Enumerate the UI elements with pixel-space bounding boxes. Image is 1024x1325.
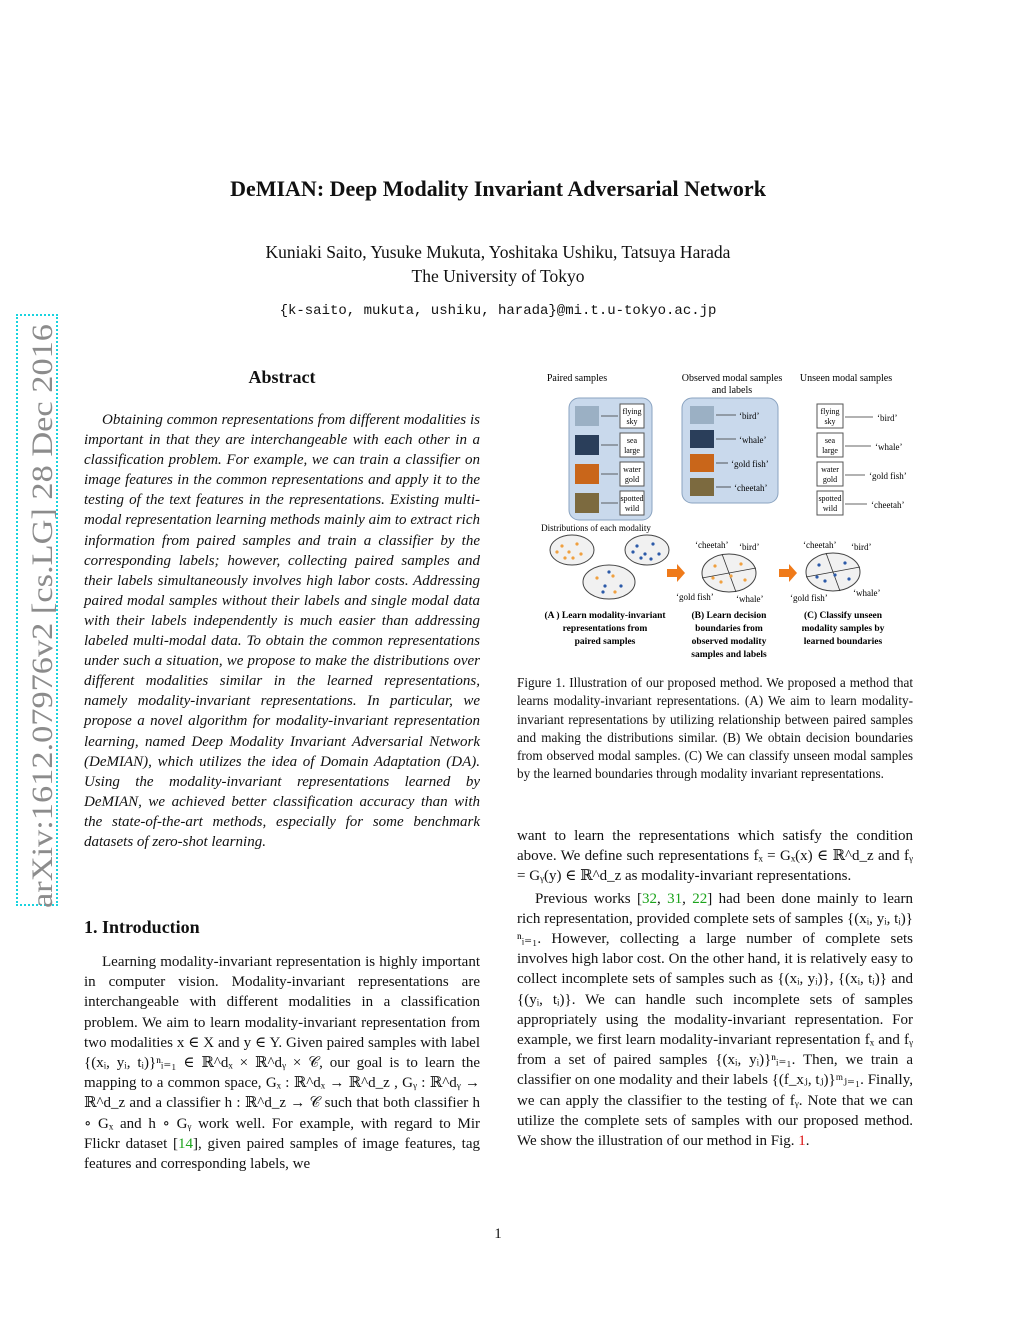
fig-header-paired: Paired samples	[546, 373, 608, 384]
citation-link[interactable]: 14	[178, 1135, 194, 1152]
caption-b-line: (B) Learn decision	[691, 611, 767, 621]
fig-header-observed: Observed modal samples	[681, 373, 783, 384]
paper-title: DeMIAN: Deep Modality Invariant Adversarial Network	[230, 176, 766, 201]
region-label: ‘whale’	[736, 594, 764, 604]
figure-reference-link[interactable]: 1	[798, 1133, 806, 1150]
image-goldfish	[575, 464, 599, 484]
caption-b-line: samples and labels	[691, 650, 767, 660]
right-paragraph-1: want to learn the representations which satisfy the condition above. We define such representations fₓ = Gₓ(x) ∈ ℝ^d_z and fᵧ = Gᵧ(y) ∈ ℝ^d_z as modality-invariant representations.	[517, 828, 913, 885]
fig-header-observed-2: and labels	[711, 385, 753, 396]
tag-text: flying	[622, 407, 642, 416]
class-label: ‘cheetah’	[734, 483, 768, 493]
introduction-body	[84, 952, 480, 1174]
class-label: ‘cheetah’	[871, 500, 905, 510]
figure-1	[517, 368, 917, 664]
tag-text: water	[821, 465, 839, 474]
class-label: ‘gold fish’	[731, 459, 769, 469]
tag-text: wild	[822, 504, 838, 513]
caption-c-line: learned boundaries	[803, 637, 883, 647]
abstract-text: Obtaining common representations from different modalities is important in that they are interchangeable with each other in a classification problem. For example, we can train a classifier on image features in the common representations and apply it to the testing of the text features in the representations. Existing multi-modal representation learning methods mainly aim to extract rich information from paired samples and train a classifier by the corresponding labels; however, collecting paired samples and their labels simultaneously involves high labor costs. Addressing paired modal samples without their labels and single modal data with their labels independently is much easier than addressing labeled multi-modal data. To obtain the common representations under such a situation, we propose to make the distributions over different modalities similar in the learned representations, namely modality-invariant representations. In particular, we propose a novel algorithm for modality-invariant representation learning, named Deep Modality Invariant Adversarial Network (DeMIAN), which utilizes the idea of Domain Adaptation (DA). Using the modality-invariant representations learned by DeMIAN, we achieved better classification accuracy than with the state-of-the-art methods, especially for some benchmark datasets of zero-shot learning.	[84, 412, 480, 850]
intro-text-b: ], given paired samples of image features, tag features and corresponding labels, we	[84, 1135, 481, 1173]
citation-separator: ,	[656, 890, 668, 907]
caption-a-line: (A ) Learn modality-invariant	[544, 611, 666, 621]
tag-text: water	[623, 465, 641, 474]
abstract-heading: Abstract	[248, 367, 316, 387]
caption-c-line: (C) Classify unseen	[803, 611, 883, 621]
tag-text: sea	[626, 436, 638, 445]
tag-text: wild	[624, 504, 640, 513]
caption-b-line: observed modality	[691, 637, 767, 647]
image-whale	[690, 430, 714, 448]
tag-text: spotted	[818, 494, 842, 503]
distribution-blob-b	[625, 535, 669, 565]
region-label: ‘cheetah’	[695, 540, 729, 550]
orange-arrow-icon	[779, 564, 797, 582]
right-text-b: ] had been done mainly to learn rich representation, provided complete sets of samples {(xᵢ, yᵢ, tᵢ)}ⁿᵢ₌₁. However, collecting a large number of complete sets involves high labor cost. On the other hand, it is relatively easy to collect incomplete sets of samples such as {(xᵢ, yᵢ)}, {(xᵢ, tᵢ)} and {(yᵢ, tᵢ)}. We can handle such incomplete sets of samples appropriately using the modality-invariant representation. For example, we first learn modality-invariant representation fₓ and fᵧ from a set of paired samples {(xᵢ, yᵢ)}ⁿᵢ₌₁. Then, we train a classifier on one modality and their labels {(f_xⱼ, tⱼ)}ᵐⱼ₌₁. Finally, we can apply the classifier to the testing of fᵧ. Note that we can utilize the complete sets of samples with our proposed method. We show the illustration of our method in Fig.	[517, 890, 914, 1150]
caption-a-line: paired samples	[574, 637, 636, 647]
tag-text: flying	[820, 407, 840, 416]
right-text-a: Previous works [	[535, 890, 642, 907]
panel-c-arrows	[845, 417, 873, 504]
tag-text: spotted	[620, 494, 644, 503]
affiliation: The University of Tokyo	[411, 266, 585, 286]
fig-header-unseen: Unseen modal samples	[799, 373, 893, 384]
right-text-c: .	[805, 1133, 810, 1150]
right-column-body	[517, 826, 913, 1151]
region-label: ‘bird’	[739, 542, 760, 552]
region-label: ‘gold fish’	[790, 593, 828, 603]
tag-text: sky	[626, 417, 638, 426]
class-label: ‘bird’	[877, 413, 898, 423]
region-label: ‘bird’	[851, 542, 872, 552]
tag-text: gold	[624, 475, 640, 484]
image-cheetah	[690, 478, 714, 496]
arxiv-id: arXiv:1612.07976v2 [cs.LG] 28 Dec 2016	[26, 398, 59, 908]
image-goldfish	[690, 454, 714, 472]
region-label: ‘whale’	[853, 588, 881, 598]
class-label: ‘gold fish’	[869, 471, 907, 481]
abstract-body	[84, 410, 480, 852]
class-label: ‘bird’	[739, 411, 760, 421]
region-label: ‘cheetah’	[803, 540, 837, 550]
tag-text: sea	[824, 436, 836, 445]
distribution-blob-merged	[583, 565, 635, 599]
tag-text: large	[624, 446, 640, 455]
panel-c-labels	[869, 413, 907, 510]
citation-link[interactable]: 31	[667, 890, 683, 907]
intro-text-a: Learning modality-invariant representation is highly important in computer vision. Modality-invariant representations are interchangeable with different modalities in a classification problem. We aim to learn modality-invariant representation from two modalities x ∈ X and y ∈ Y. Given paired samples with label {(xᵢ, yᵢ, tᵢ)}ⁿᵢ₌₁ ∈ ℝ^dₓ × ℝ^dᵧ × 𝒞, our goal is to learn the mapping to a common space, Gₓ : ℝ^dₓ → ℝ^d_z , Gᵧ : ℝ^dᵧ → ℝ^d_z and a classifier h : ℝ^d_z → 𝒞 such that both classifier h ∘ Gₓ and h ∘ Gᵧ work well. For example, with regard to Mir Flickr dataset [	[84, 954, 480, 1152]
citation-separator: ,	[682, 890, 693, 907]
image-whale	[575, 435, 599, 455]
distributions-label: Distributions of each modality	[541, 523, 651, 533]
figure-caption: Figure 1. Illustration of our proposed method. We proposed a method that learns modality-invariant representations. (A) We aim to learn modality-invariant representations by utilizing relationship between paired samples and making the distributions similar. (B) We obtain decision boundaries from observed modal samples. (C) We can classify unseen modal samples by the learned boundaries through modality invariant representations.	[517, 675, 913, 782]
image-bird	[690, 406, 714, 424]
image-bird	[575, 406, 599, 426]
caption-a-line: representations from	[562, 624, 648, 634]
intro-paragraph	[84, 952, 480, 1174]
tag-text: sky	[824, 417, 836, 426]
caption-b-line: boundaries from	[695, 624, 763, 634]
image-cheetah	[575, 493, 599, 513]
class-label: ‘whale’	[875, 442, 903, 452]
tag-text: gold	[822, 475, 838, 484]
page-number: 1	[494, 1226, 502, 1242]
caption-c-line: modality samples by	[801, 624, 885, 634]
arxiv-stamp	[8, 300, 62, 920]
email[interactable]: {k-saito, mukuta, ushiku, harada}@mi.t.u-tokyo.ac.jp	[279, 303, 717, 319]
region-label: ‘gold fish’	[676, 592, 714, 602]
right-paragraph-2	[517, 889, 913, 1152]
citation-link[interactable]: 22	[692, 890, 708, 907]
orange-arrow-icon	[667, 564, 685, 582]
section-heading-introduction: 1. Introduction	[84, 917, 200, 937]
class-label: ‘whale’	[739, 435, 767, 445]
tag-text: large	[822, 446, 838, 455]
panel-captions	[544, 610, 884, 660]
authors: Kuniaki Saito, Yusuke Mukuta, Yoshitaka Ushiku, Tatsuya Harada	[265, 242, 731, 262]
citation-link[interactable]: 32	[641, 890, 657, 907]
distribution-blob-a	[550, 535, 594, 565]
panel-c-tags	[817, 404, 843, 515]
